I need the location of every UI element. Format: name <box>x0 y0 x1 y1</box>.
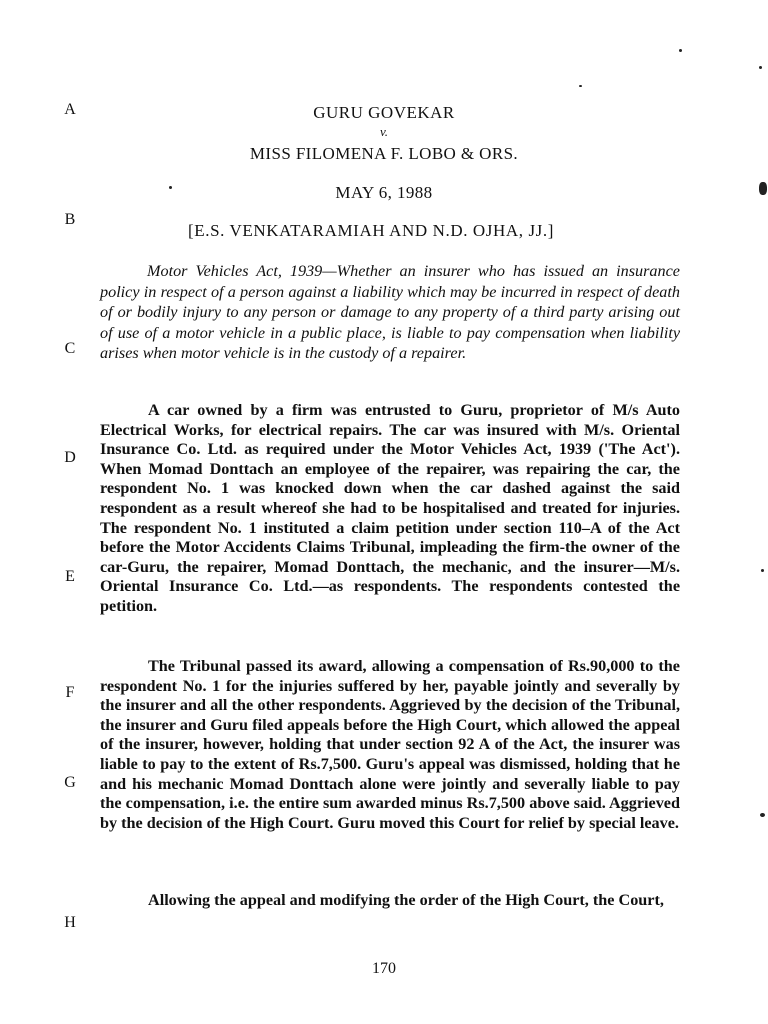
scan-speck <box>579 85 582 87</box>
margin-letter-a: A <box>64 101 76 118</box>
case-date: MAY 6, 1988 <box>335 183 433 202</box>
case-bench: [E.S. VENKATARAMIAH AND N.D. OJHA, JJ.] <box>188 221 554 240</box>
margin-letter-f: F <box>65 684 75 701</box>
margin-letter-d: D <box>64 449 76 466</box>
headnote: Motor Vehicles Act, 1939—Whether an insurer who has issued an insurance policy in respect of a person against a liability which may be incurred in respect of death of or bodily injury to any person or damage to any property of a third party arising out of use of a motor vehicle in a public place, is liable to pay compensation when liability arises when motor vehicle is in the custody of a repairer. <box>100 262 680 363</box>
proceedings-paragraph: The Tribunal passed its award, allowing a compensation of Rs.90,000 to the respondent No. 1 for the injuries suffered by her, payable jointly and severally by the insurer and all the other respondents. Aggrieved by the decision of the Tribunal, the insurer and Guru filed appeals before the High Court, which allowed the appeal of the insurer, however, holding that under section 92 A of the Act, the insurer was liable to pay to the extent of Rs.7,500. Guru's appeal was dismissed, holding that he and his mechanic Momad Donttach alone were jointly and severally liable to pay the compensation, i.e. the entire sum awarded minus Rs.7,500 above said. Aggrieved by the decision of the High Court. Guru moved this Court for relief by special leave. <box>100 657 680 832</box>
holding-intro-paragraph: Allowing the appeal and modifying the order of the High Court, the Court, <box>148 891 664 909</box>
scan-speck <box>761 569 764 572</box>
margin-letter-g: G <box>64 774 76 791</box>
scan-speck <box>759 66 762 69</box>
scan-speck <box>679 49 682 52</box>
margin-letter-c: C <box>64 340 76 357</box>
case-respondents: MISS FILOMENA F. LOBO & ORS. <box>249 144 519 163</box>
scan-speck <box>760 813 765 817</box>
margin-letter-h: H <box>64 914 76 931</box>
margin-letter-e: E <box>65 568 75 585</box>
case-appellant: GURU GOVEKAR <box>313 103 455 122</box>
case-versus: v. <box>379 124 389 139</box>
scan-speck <box>759 182 767 195</box>
scan-speck <box>169 186 172 189</box>
facts-paragraph: A car owned by a firm was entrusted to Guru, proprietor of M/s Auto Electrical Works, for electrical repairs. The car was insured with M/s. Oriental Insurance Co. Ltd. as required under the Motor Vehicles Act, 1939 ('The Act'). When Momad Donttach an employee of the repairer, was repairing the car, the respondent No. 1 was knocked down when the car dashed against the said respondent as a result whereof she had to be hospitalised and treated for injuries. The respondent No. 1 instituted a claim petition under section 110–A of the Act before the Motor Accidents Claims Tribunal, impleading the firm-the owner of the car-Guru, the repairer, Momad Donttach, the mechanic, and the insurer—M/s. Oriental Insurance Co. Ltd.—as respondents. The respondents contested the petition. <box>100 401 680 615</box>
page-number: 170 <box>372 960 396 977</box>
margin-letter-b: B <box>64 211 76 228</box>
